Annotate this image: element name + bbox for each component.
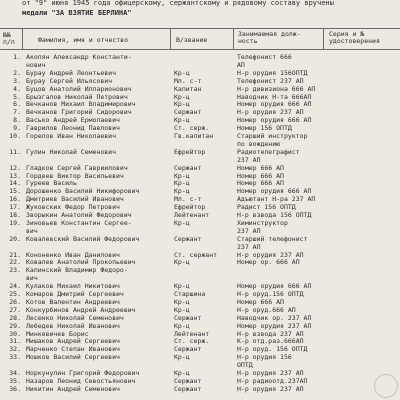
row-position: АП	[237, 60, 245, 69]
row-rank: Кр-ц	[174, 116, 190, 125]
row-name: Гладков Сергей Гавриилович	[26, 163, 128, 172]
row-name: вич	[26, 274, 38, 283]
row-number: 22.	[9, 258, 21, 267]
row-rank: Кр-ц	[174, 282, 190, 291]
row-number: 4.	[13, 84, 21, 93]
row-rank: Кр-ц	[174, 68, 190, 77]
row-name: Кононенко Иван Данилович	[26, 250, 120, 259]
row-position: Телефонист 237 АП	[237, 76, 304, 85]
row-position: Наводчик ор. 237 АП	[237, 313, 312, 322]
row-name: Горелов Иван Николаевич	[26, 132, 117, 140]
row-rank: Сержант	[174, 376, 202, 385]
row-rank: Кр-ц	[174, 297, 190, 306]
row-position: Н-р орудия 237 АП	[237, 250, 304, 259]
table-header-rule	[0, 49, 400, 50]
row-rank: Кр-ц	[174, 92, 190, 101]
row-number: 9.	[13, 124, 21, 133]
row-rank: Кр-ц	[174, 321, 190, 330]
row-position: Н-р орудия 156ОПТД	[237, 68, 308, 77]
row-position: Н-р орудия 156	[237, 353, 292, 362]
row-name: Жуковских Федор Петрович	[26, 203, 120, 212]
row-position: Н-р орудия 237 АП	[237, 384, 304, 393]
row-rank: Ст. серж.	[174, 337, 210, 346]
row-name: Бурау Андрей Леонтьевич	[26, 68, 117, 77]
column-heading-name: Фамилия, имя и отчество	[38, 36, 129, 44]
row-name: Гаврилов Леонид Павлович	[26, 124, 120, 133]
row-rank: Сержант	[174, 345, 202, 354]
row-name: Никитин Андрей Семенович	[26, 384, 120, 393]
row-rank: Кр-ц	[174, 258, 190, 267]
row-name: Вечканов Михаил Владимирович	[26, 100, 136, 109]
row-number: 26.	[9, 297, 21, 306]
row-position: Номер орудия 666 АП	[237, 282, 312, 291]
row-position: Номер орудия 666 АП	[237, 100, 312, 109]
row-name: Брызгалов Николай Петрович	[26, 92, 128, 101]
row-position: Н-р оруд.156 ОПТД	[237, 290, 304, 298]
col-divider-1	[22, 28, 23, 50]
row-position: Старший инструктор	[237, 132, 308, 140]
row-name: вич	[26, 226, 38, 235]
row-position: 237 АП	[237, 226, 261, 235]
row-name: Вечканов Григорий Сидорович	[26, 108, 132, 117]
row-position: Номер орудия 666 АП	[237, 116, 312, 125]
row-name: нович	[26, 60, 46, 69]
row-position: Номер 666 АП	[237, 171, 284, 180]
row-position: Н-р взвода 156 ОПТД	[237, 211, 312, 219]
row-number: 2.	[13, 68, 21, 77]
row-position: Номер 666 АП	[237, 179, 284, 188]
row-number: 5.	[13, 92, 21, 101]
row-rank: Мл. с-т	[174, 195, 202, 204]
row-number: 27.	[9, 305, 21, 314]
row-number: 31.	[9, 337, 21, 346]
row-position: Радист 156 ОПТД	[237, 203, 296, 212]
row-number: 10.	[9, 132, 21, 140]
row-rank: Сержант	[174, 234, 202, 243]
row-number: 3.	[13, 76, 21, 85]
row-number: 35.	[9, 376, 21, 385]
row-number: 29.	[9, 321, 21, 330]
row-name: Гордеев Виктор Васильевич	[26, 171, 124, 180]
row-position: Н-р взвода 237 АП	[237, 329, 304, 338]
row-number: 20.	[9, 234, 21, 243]
row-position: Н-р орудия 237 АП	[237, 369, 304, 377]
row-position: Химинструктор	[237, 218, 288, 227]
row-number: 12.	[9, 163, 21, 172]
column-heading-position: Занимаемая долж- ность	[238, 30, 301, 45]
row-rank: Капитан	[174, 84, 202, 93]
row-rank: Сержант	[174, 384, 202, 393]
row-number: 30.	[9, 329, 21, 338]
row-number: 15.	[9, 187, 21, 196]
row-rank: Ст. сержант	[174, 250, 218, 259]
row-position: Адъютант Н-ра 237 АП	[237, 195, 316, 204]
row-number: 33.	[9, 353, 21, 362]
col-divider-2	[170, 28, 171, 50]
row-number: 32.	[9, 345, 21, 354]
row-number: 14.	[9, 179, 21, 188]
row-name: Лесенко Николай Семенович	[26, 313, 124, 322]
row-name: Гуреев Василь	[26, 179, 77, 188]
row-name: Гулин Николай Семенович	[26, 147, 117, 156]
table-row	[0, 384, 400, 395]
header-line-1: от "9" июня 1945 года офицерскому, сержантскому и рядовому составу вручены	[22, 0, 334, 7]
row-position: Номер 666 АП	[237, 163, 284, 172]
row-number: 17.	[9, 203, 21, 212]
header-line-2: медали "ЗА ВЗЯТИЕ БЕРЛИНА"	[22, 9, 132, 17]
row-name: Буцов Анатолий Илларионович	[26, 84, 132, 93]
row-name: Комаров Дмитрий Сергеевич	[26, 290, 124, 298]
column-heading-rank: В/звание	[176, 36, 208, 44]
row-rank: Кр-ц	[174, 369, 190, 377]
row-number: 16.	[9, 195, 21, 204]
row-name: Бурау Сергей Ильясович	[26, 76, 113, 85]
row-rank: Мл. с-т	[174, 76, 202, 85]
archive-stamp	[374, 374, 398, 398]
row-name: Минкевичев Борис	[26, 329, 89, 338]
row-number: 13.	[9, 171, 21, 180]
row-number: 25.	[9, 290, 21, 298]
row-name: Васько Андрей Ермолаевич	[26, 116, 120, 125]
table-top-rule	[0, 28, 400, 29]
row-name: Зворыкин Анатолий Федорович	[26, 211, 132, 219]
row-rank: Кр-ц	[174, 305, 190, 314]
row-rank: Кр-ц	[174, 100, 190, 109]
row-position: по вождению	[237, 139, 281, 148]
row-number: 19.	[9, 218, 21, 227]
row-position: 237 АП	[237, 242, 261, 251]
row-name: Назаров Леонид Севостьянович	[26, 376, 136, 385]
row-number: 21.	[9, 250, 21, 259]
row-number: 18.	[9, 211, 21, 219]
row-name: Норкунулин Григорий Федорович	[26, 369, 140, 377]
row-number: 28.	[9, 313, 21, 322]
row-rank: Сержант	[174, 108, 202, 117]
row-number: 36.	[9, 384, 21, 393]
row-name: Ковалев Анатолий Прокопьевич	[26, 258, 136, 267]
row-position: Номер 666 АП	[237, 297, 284, 306]
row-rank: Кр-ц	[174, 171, 190, 180]
row-position: 237 АП	[237, 155, 261, 164]
row-rank: Кр-ц	[174, 353, 190, 362]
column-heading-number: №№ п/п	[3, 31, 15, 46]
row-number: 11.	[9, 147, 21, 156]
row-number: 8.	[13, 116, 21, 125]
row-position: Старший телефонист	[237, 234, 308, 243]
row-position: Номер 156 ОПТД	[237, 124, 292, 133]
row-name: Марченко Степан Иванович	[26, 345, 120, 354]
row-name: Акопян Александр Константи-	[26, 53, 132, 61]
row-position: Номер орудия 237 АП	[237, 321, 312, 330]
row-name: Дмитриев Василий Иванович	[26, 195, 124, 204]
col-divider-4	[323, 28, 324, 50]
row-rank: Гв.капитан	[174, 132, 214, 140]
row-rank: Старшина	[174, 290, 206, 298]
row-position: Наводчик Н-та 666АП	[237, 92, 312, 101]
row-name: Котов Валентин Андреевич	[26, 297, 120, 306]
row-position: Н-р орудия 237 АП	[237, 108, 304, 117]
row-number: 34.	[9, 369, 21, 377]
row-rank: Ефрейтор	[174, 147, 206, 156]
row-position: Н-р оруд. 156 ОПТД	[237, 345, 308, 354]
row-name: Лебедев Николай Иванович	[26, 321, 120, 330]
row-rank: Кр-ц	[174, 218, 190, 227]
row-name: Капинский Владимир Федоро-	[26, 266, 128, 275]
row-position: Радиотелеграфист	[237, 147, 300, 156]
row-name: Ковалевский Василий Федорович	[26, 234, 140, 243]
row-rank: Лейтенант	[174, 211, 210, 219]
row-name: Зиновьев Константин Сергее-	[26, 218, 132, 227]
row-position: Телефонист 666	[237, 53, 292, 61]
row-name: Конкурбинов Андрей Андреевич	[26, 305, 136, 314]
row-position: К-р отд.раз.666АП	[237, 337, 304, 346]
row-rank: Кр-ц	[174, 187, 190, 196]
row-name: Дорошенко Василий Никифорович	[26, 187, 140, 196]
row-rank: Ст. серж.	[174, 124, 210, 133]
row-rank: Сержант	[174, 313, 202, 322]
row-name: Мошков Василий Сергеевич	[26, 353, 120, 362]
row-position: Номер ор. 666 АП	[237, 258, 300, 267]
row-position: Н-р радиоотд.237АП	[237, 376, 308, 385]
row-position: Н-р оруд.666 АП	[237, 305, 296, 314]
row-rank: Кр-ц	[174, 179, 190, 188]
row-name: Мишаков Андрей Сергеевич	[26, 337, 120, 346]
row-number: 23.	[9, 266, 21, 275]
row-rank: Сержант	[174, 163, 202, 172]
row-position: ОПТД	[237, 361, 253, 370]
row-number: 7.	[13, 108, 21, 117]
row-number: 6.	[13, 100, 21, 109]
row-name: Кулаков Михаил Никитович	[26, 282, 120, 291]
row-rank: Ефрейтор	[174, 203, 206, 212]
row-number: 1.	[13, 53, 21, 61]
row-number: 24.	[9, 282, 21, 291]
row-position: Номер орудия 666 АП	[237, 187, 312, 196]
col-divider-3	[233, 28, 234, 50]
row-position: Н-р дивизиона 666 АП	[237, 84, 316, 93]
row-rank: Лейтенант	[174, 329, 210, 338]
column-heading-series: Серия и № удостоверения	[329, 30, 380, 45]
